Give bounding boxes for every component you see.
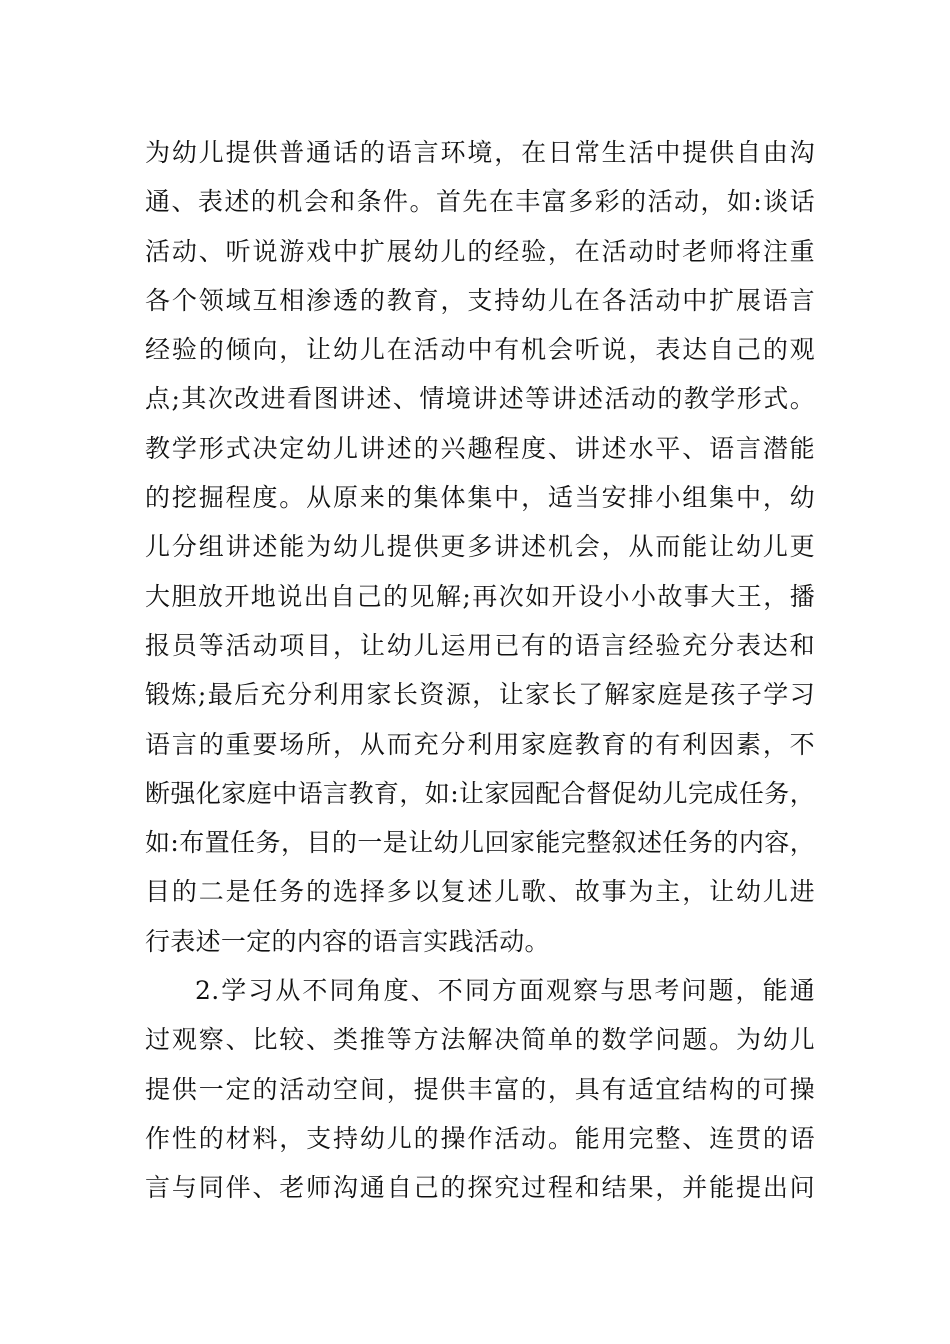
- text-line: 为幼儿提供普通话的语言环境，在日常生活中提供自由沟: [145, 138, 815, 167]
- document-body: [145, 128, 815, 1213]
- text-line: 各个领域互相渗透的教育，支持幼儿在各活动中扩展语言: [145, 285, 815, 315]
- text-line: 活动、听说游戏中扩展幼儿的经验，在活动时老师将注重: [145, 236, 815, 266]
- text-line: 点;其次改进看图讲述、情境讲述等讲述活动的教学形式。: [145, 384, 815, 414]
- text-line: 大胆放开地说出自己的见解;再次如开设小小故事大王，播: [145, 581, 815, 611]
- text-line: 目的二是任务的选择多以复述儿歌、故事为主，让幼儿进: [145, 877, 815, 907]
- text-line: 儿分组讲述能为幼儿提供更多讲述机会，从而能让幼儿更: [145, 532, 815, 562]
- text-line-indented: 2.学习从不同角度、不同方面观察与思考问题，能通: [195, 976, 815, 1006]
- text-line: 过观察、比较、类推等方法解决简单的数学问题。为幼儿: [145, 1025, 815, 1055]
- text-line: 经验的倾向，让幼儿在活动中有机会听说，表达自己的观: [145, 335, 815, 365]
- text-line: 锻炼;最后充分利用家长资源，让家长了解家庭是孩子学习: [145, 680, 815, 710]
- text-line: 报员等活动项目，让幼儿运用已有的语言经验充分表达和: [145, 630, 815, 660]
- text-line: 的挖掘程度。从原来的集体集中，适当安排小组集中，幼: [145, 483, 815, 513]
- text-line: 言与同伴、老师沟通自己的探究过程和结果，并能提出问: [145, 1173, 815, 1203]
- text-line: 如:布置任务，目的一是让幼儿回家能完整叙述任务的内容，: [145, 828, 815, 858]
- text-line: 教学形式决定幼儿讲述的兴趣程度、讲述水平、语言潜能: [145, 433, 815, 463]
- text-line: 作性的材料，支持幼儿的操作活动。能用完整、连贯的语: [145, 1123, 815, 1153]
- text-line: 提供一定的活动空间，提供丰富的，具有适宜结构的可操: [145, 1074, 815, 1104]
- text-line: 语言的重要场所，从而充分利用家庭教育的有利因素，不: [145, 729, 815, 759]
- text-line: 行表述一定的内容的语言实践活动。: [145, 926, 550, 956]
- text-line: 断强化家庭中语言教育，如:让家园配合督促幼儿完成任务，: [145, 778, 815, 808]
- text-line: 通、表述的机会和条件。首先在丰富多彩的活动，如:谈话: [145, 187, 815, 217]
